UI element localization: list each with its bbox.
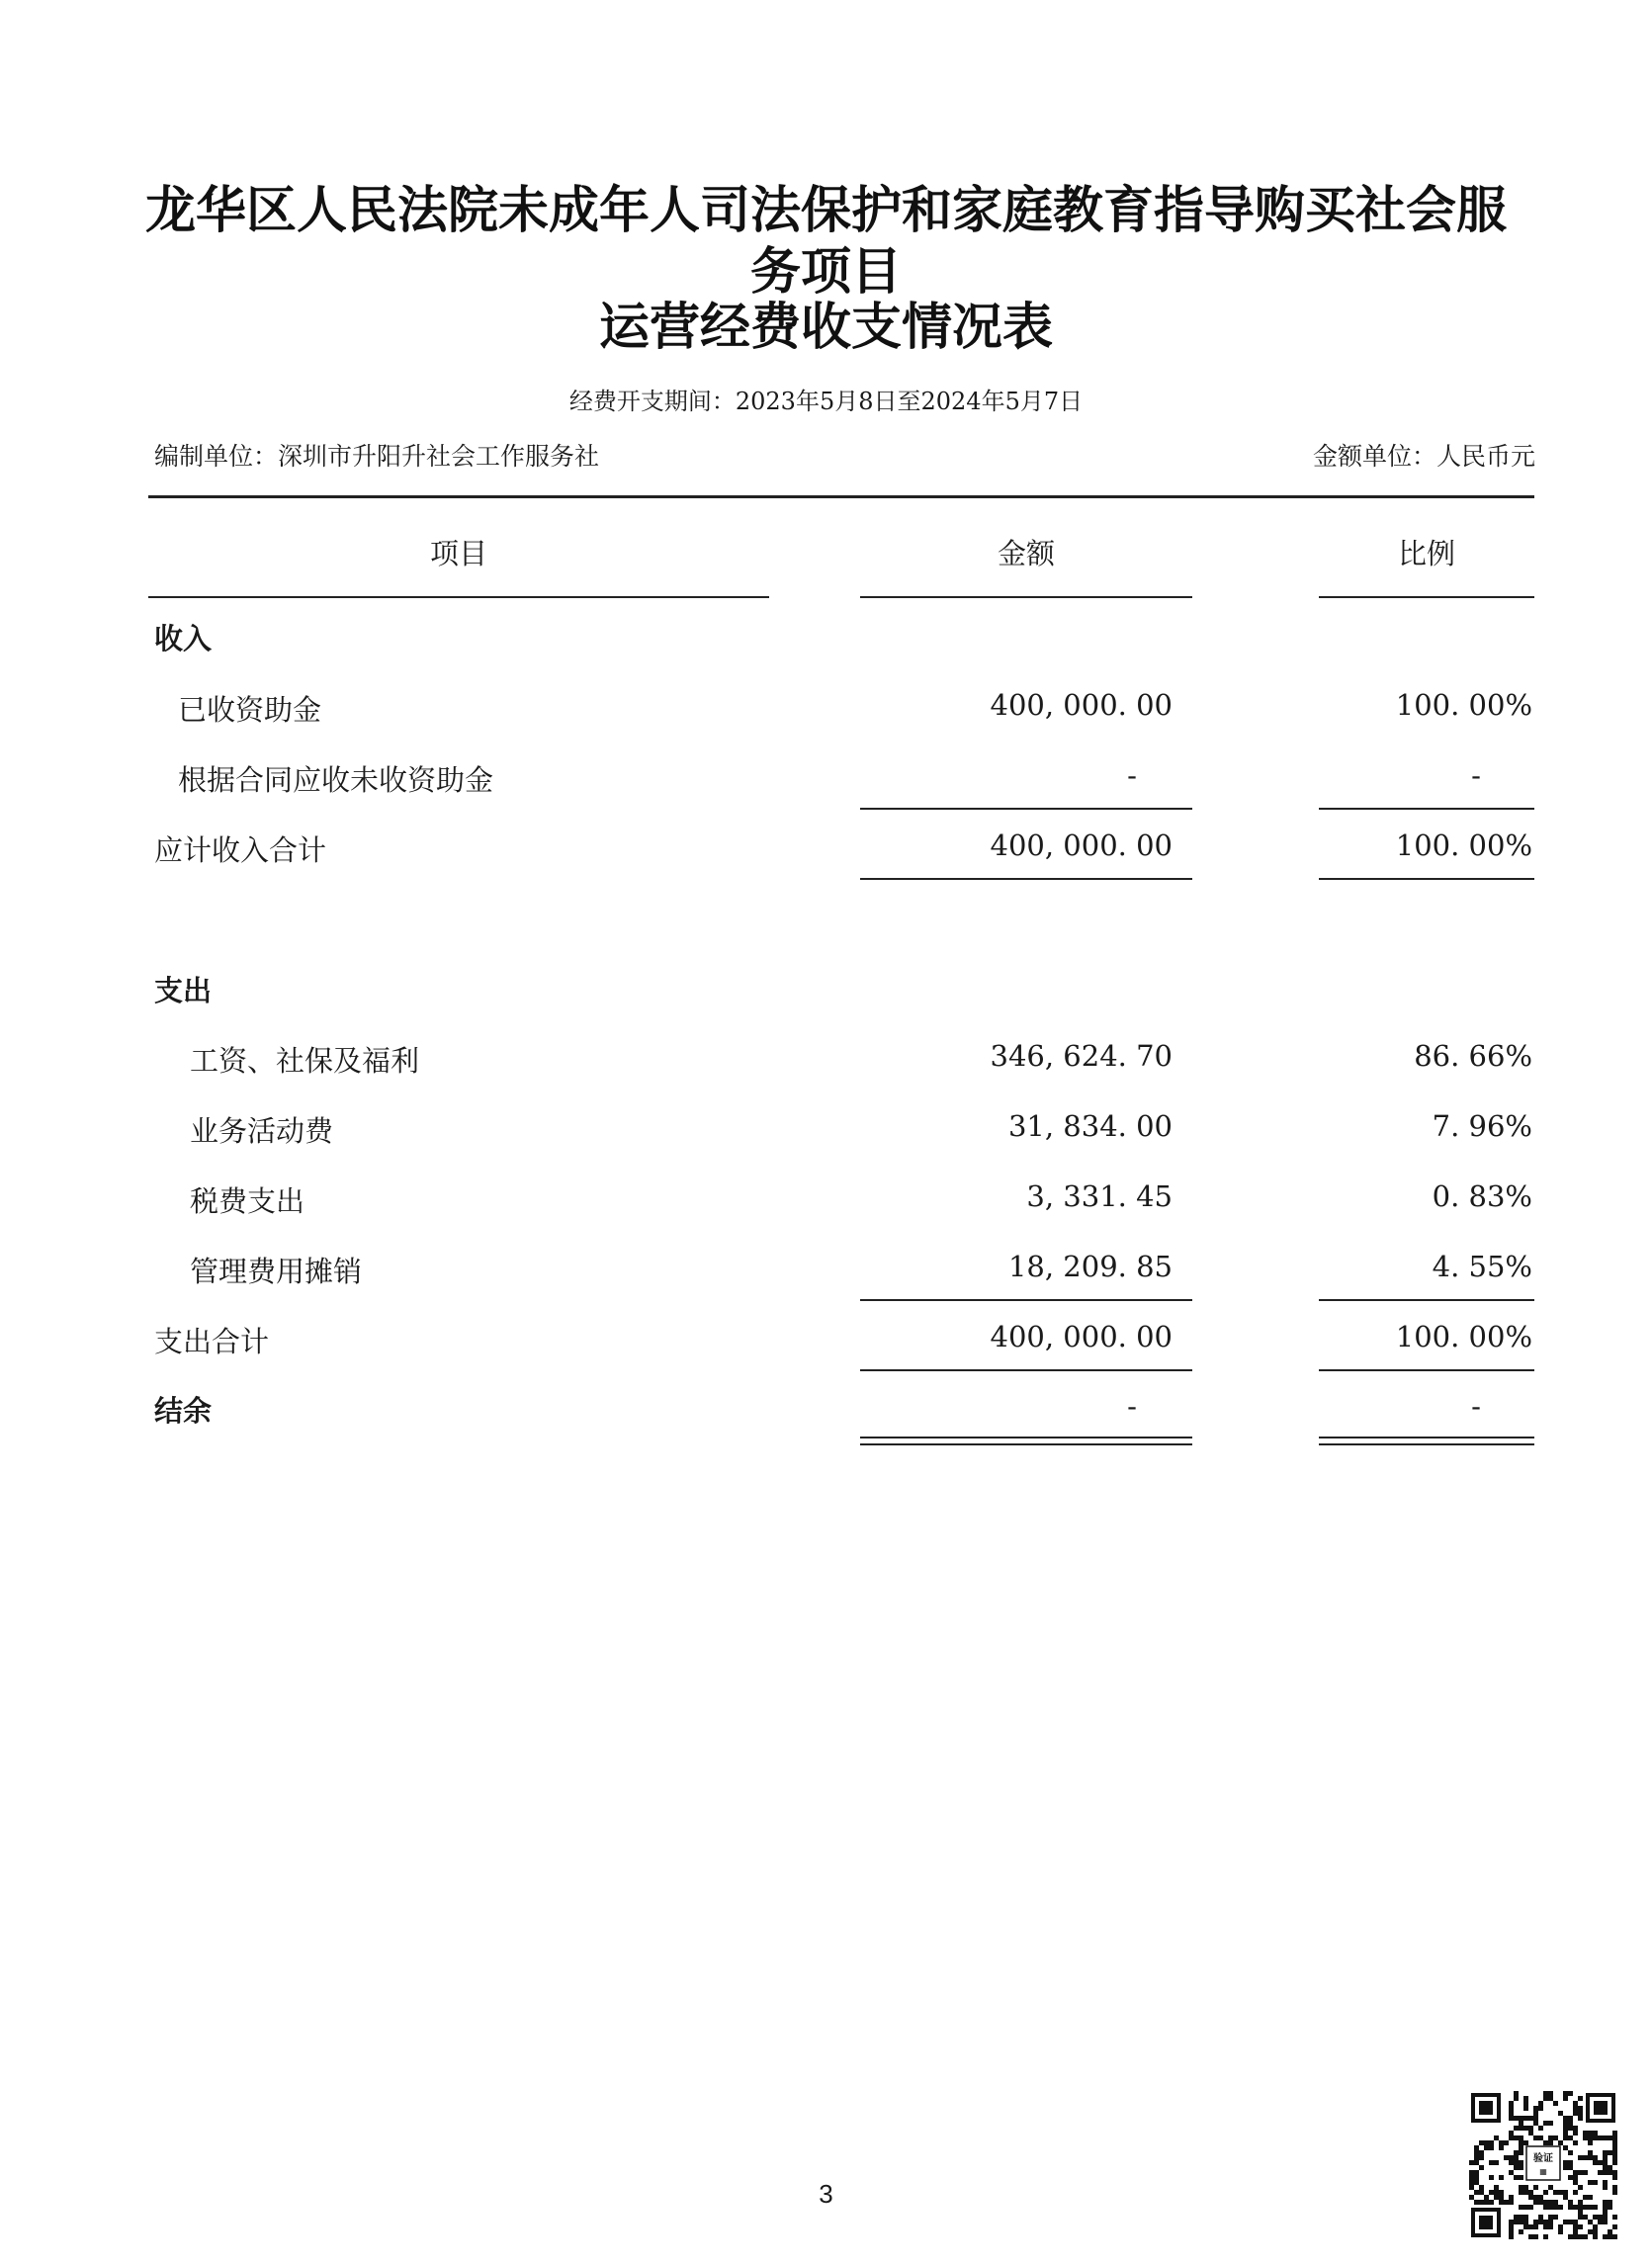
expense-row-ratio: 86. 66% (1414, 1039, 1532, 1073)
income-row-name: 已收资助金 (178, 693, 322, 727)
expense-row-name: 管理费用摊销 (190, 1255, 363, 1288)
income-row-ratio: - (1471, 758, 1481, 792)
expense-row-name: 工资、社保及福利 (190, 1044, 420, 1078)
expense-label: 支出 (154, 974, 213, 1007)
header-rule-amount (860, 596, 1192, 598)
income-subtotal-rule-amount (860, 808, 1192, 810)
expense-subtotal-rule-amount (860, 1299, 1192, 1301)
page-number: 3 (819, 2179, 833, 2209)
header-amount: 金额 (997, 537, 1055, 570)
expense-total-ratio: 100. 00% (1395, 1320, 1532, 1353)
income-subtotal-rule-ratio (1319, 808, 1534, 810)
expense-row-amount: 31, 834. 00 (1007, 1109, 1173, 1143)
expense-row-ratio: 7. 96% (1432, 1109, 1532, 1143)
balance-amount: - (1127, 1389, 1137, 1423)
header-item: 项目 (429, 537, 487, 570)
qr-code-icon (1469, 2091, 1617, 2239)
header-ratio: 比例 (1397, 537, 1455, 570)
income-row-amount: 400, 000. 00 (990, 688, 1173, 722)
income-row-amount: - (1127, 758, 1137, 792)
expense-row-name: 税费支出 (190, 1184, 305, 1218)
income-total-rule-ratio (1319, 878, 1534, 880)
expense-subtotal-rule-ratio (1319, 1299, 1534, 1301)
title-line-2: 务项目 (749, 243, 902, 302)
header-rule-ratio (1319, 596, 1534, 598)
period-text: 经费开支期间：2023年5月8日至2024年5月7日 (568, 388, 1084, 415)
title-line-3: 运营经费收支情况表 (598, 299, 1053, 357)
balance-double-rule-ratio-1 (1319, 1437, 1534, 1438)
top-rule (148, 495, 1534, 498)
expense-total-rule-amount (860, 1369, 1192, 1371)
balance-double-rule-amount-1 (860, 1437, 1192, 1438)
prepared-by: 编制单位：深圳市升阳升社会工作服务社 (154, 442, 600, 471)
title-line-1: 龙华区人民法院未成年人司法保护和家庭教育指导购买社会服 (144, 182, 1507, 240)
balance-ratio: - (1471, 1389, 1481, 1423)
header-rule-item (148, 596, 769, 598)
expense-row-amount: 346, 624. 70 (990, 1039, 1173, 1073)
income-total-amount: 400, 000. 00 (990, 828, 1173, 862)
income-total-rule-amount (860, 878, 1192, 880)
income-label: 收入 (154, 622, 213, 655)
income-row-ratio: 100. 00% (1395, 688, 1532, 722)
expense-total-name: 支出合计 (154, 1325, 270, 1358)
income-total-ratio: 100. 00% (1395, 828, 1532, 862)
balance-double-rule-amount-2 (860, 1443, 1192, 1445)
expense-row-name: 业务活动费 (190, 1114, 334, 1148)
balance-double-rule-ratio-2 (1319, 1443, 1534, 1445)
balance-name: 结余 (154, 1394, 213, 1428)
expense-total-amount: 400, 000. 00 (990, 1320, 1173, 1353)
expense-row-ratio: 4. 55% (1432, 1250, 1532, 1283)
qr-label: 验证 (1533, 2153, 1553, 2164)
income-total-name: 应计收入合计 (154, 833, 327, 867)
expense-row-amount: 3, 331. 45 (1026, 1179, 1173, 1213)
expense-row-ratio: 0. 83% (1432, 1179, 1532, 1213)
income-row-name: 根据合同应收未收资助金 (178, 763, 494, 797)
expense-total-rule-ratio (1319, 1369, 1534, 1371)
currency-unit: 金额单位：人民币元 (1312, 442, 1535, 471)
expense-row-amount: 18, 209. 85 (1007, 1250, 1173, 1283)
svg-text:▦: ▦ (1539, 2167, 1547, 2176)
